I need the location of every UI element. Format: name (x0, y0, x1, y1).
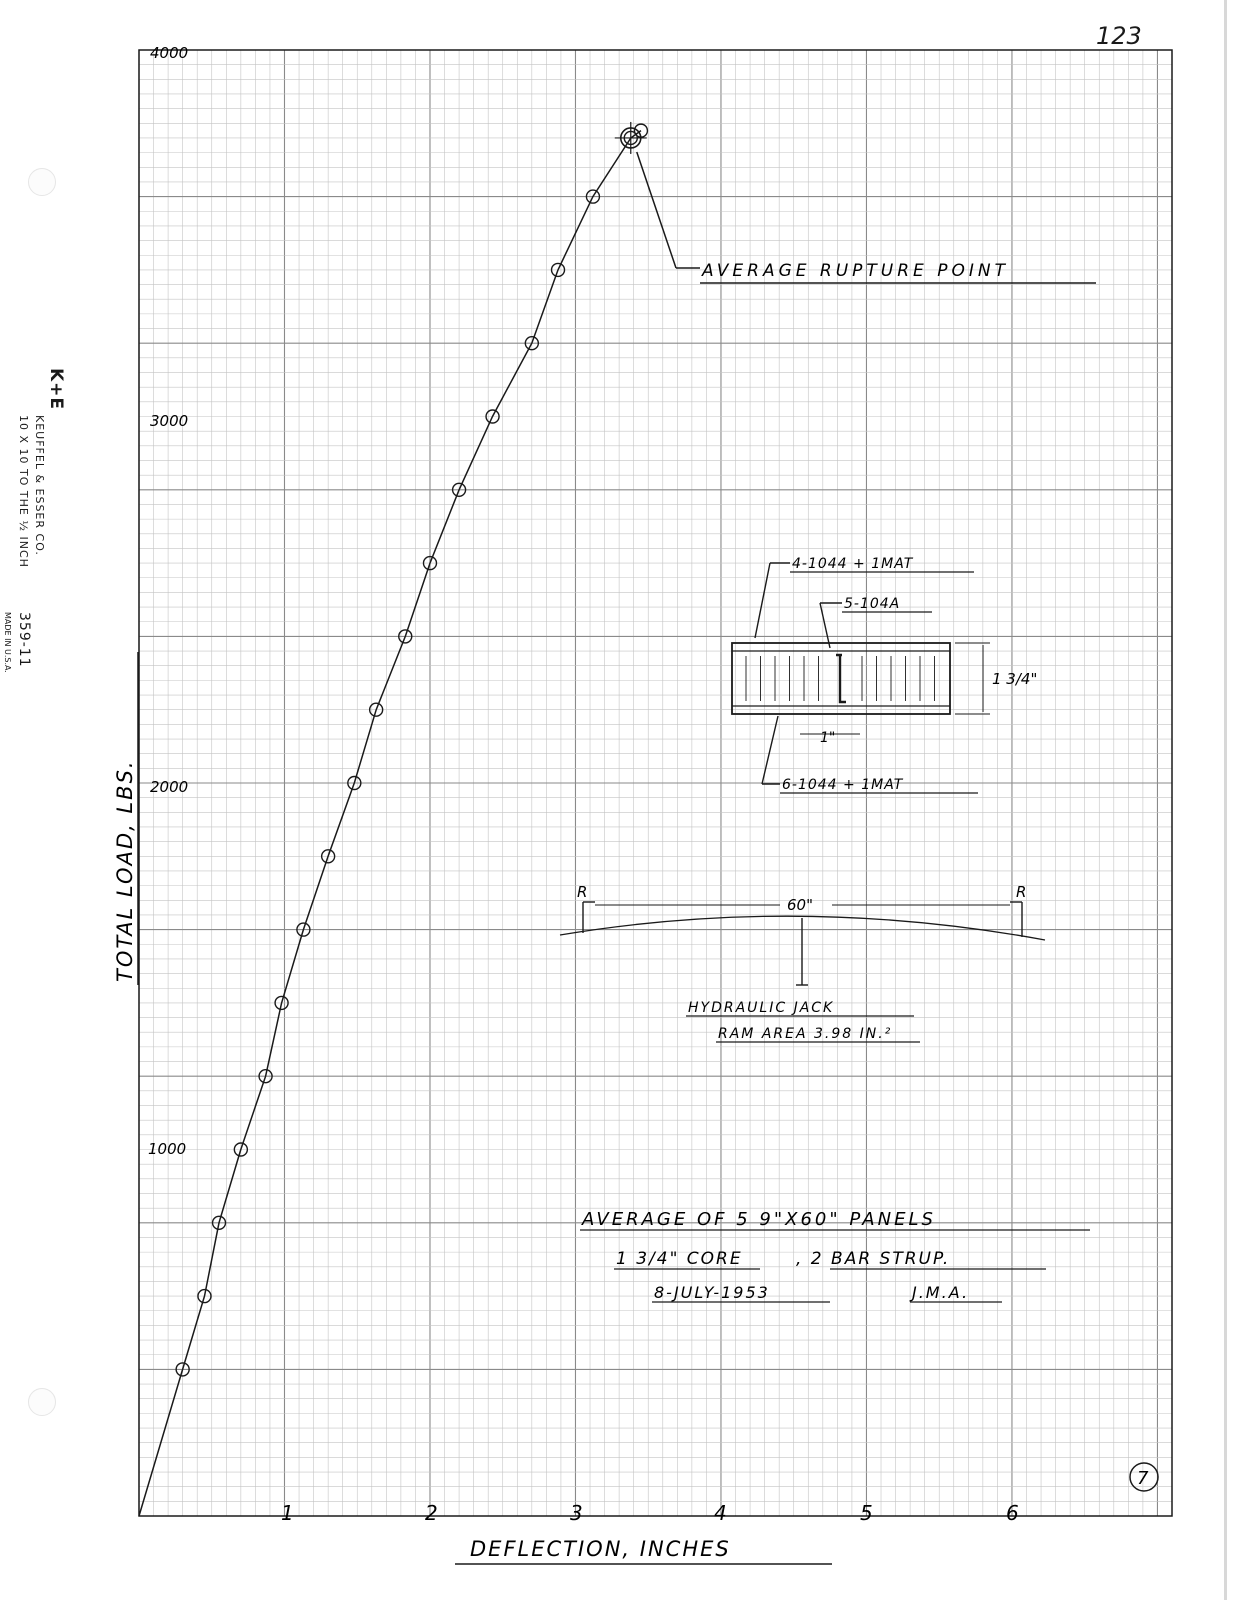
y-tick-label-2000: 2000 (150, 778, 189, 796)
y-tick-label-4000: 4000 (150, 44, 189, 62)
span-label: 60" (787, 896, 813, 914)
data-point-markers (176, 122, 647, 1376)
x-axis-label: DEFLECTION, INCHES (470, 1537, 731, 1561)
y-tick-label-1000: 1000 (148, 1140, 187, 1158)
section-bottom-label: 6-1044 + 1MAT (782, 777, 904, 793)
jack-label-line1: HYDRAULIC JACK (688, 1000, 835, 1016)
x-tick-label-1: 1 (281, 1501, 294, 1525)
section-width-label: 1" (820, 730, 836, 746)
right-reaction-label: R (1016, 883, 1027, 901)
section-top-leader (755, 563, 770, 638)
imprint-logo: K+E (46, 368, 66, 411)
imprint-catalog: 359-11 (16, 612, 32, 668)
left-reaction-label: R (577, 883, 588, 901)
section-stirrup-label: 5-104A (844, 596, 901, 612)
x-tick-labels (281, 1501, 1019, 1525)
imprint-company: KEUFFEL & ESSER CO. (33, 415, 46, 556)
rupture-label: AVERAGE RUPTURE POINT (702, 261, 1009, 281)
x-tick-label-4: 4 (714, 1501, 727, 1525)
circled-number: 7 (1137, 1468, 1149, 1489)
load-deflection-curve (139, 131, 641, 1516)
panel-cross-section (732, 556, 1037, 793)
y-tick-label-3000: 3000 (150, 412, 189, 430)
rupture-arrow (637, 152, 676, 268)
x-tick-label-6: 6 (1006, 1501, 1019, 1525)
note-initials: J.M.A. (912, 1283, 970, 1302)
imprint-made-in: MADE IN U.S.A. (3, 612, 12, 673)
y-axis-label: TOTAL LOAD, LBS. (113, 759, 137, 982)
note-line-3-date: 8-JULY-1953 (654, 1283, 770, 1302)
note-line-1: AVERAGE OF 5 9"X60" PANELS (582, 1209, 936, 1230)
x-tick-label-5: 5 (860, 1501, 873, 1525)
circled-page-mark (1130, 1463, 1158, 1491)
imprint-grid-spec: 10 X 10 TO THE ½ INCH (17, 415, 30, 568)
section-depth-label: 1 3/4" (992, 670, 1038, 688)
jack-label-line2: RAM AREA 3.98 IN.² (718, 1026, 893, 1042)
section-stirrup-leader (820, 603, 830, 648)
x-tick-label-3: 3 (570, 1501, 583, 1525)
page-number: 123 (1096, 22, 1142, 50)
section-top-label: 4-1044 + 1MAT (792, 556, 914, 572)
note-line-2a: 1 3/4" CORE (616, 1249, 743, 1269)
note-line-2b: , 2 BAR STRUP. (796, 1249, 951, 1269)
loading-diagram (560, 883, 1045, 1042)
x-tick-label-2: 2 (425, 1501, 438, 1525)
